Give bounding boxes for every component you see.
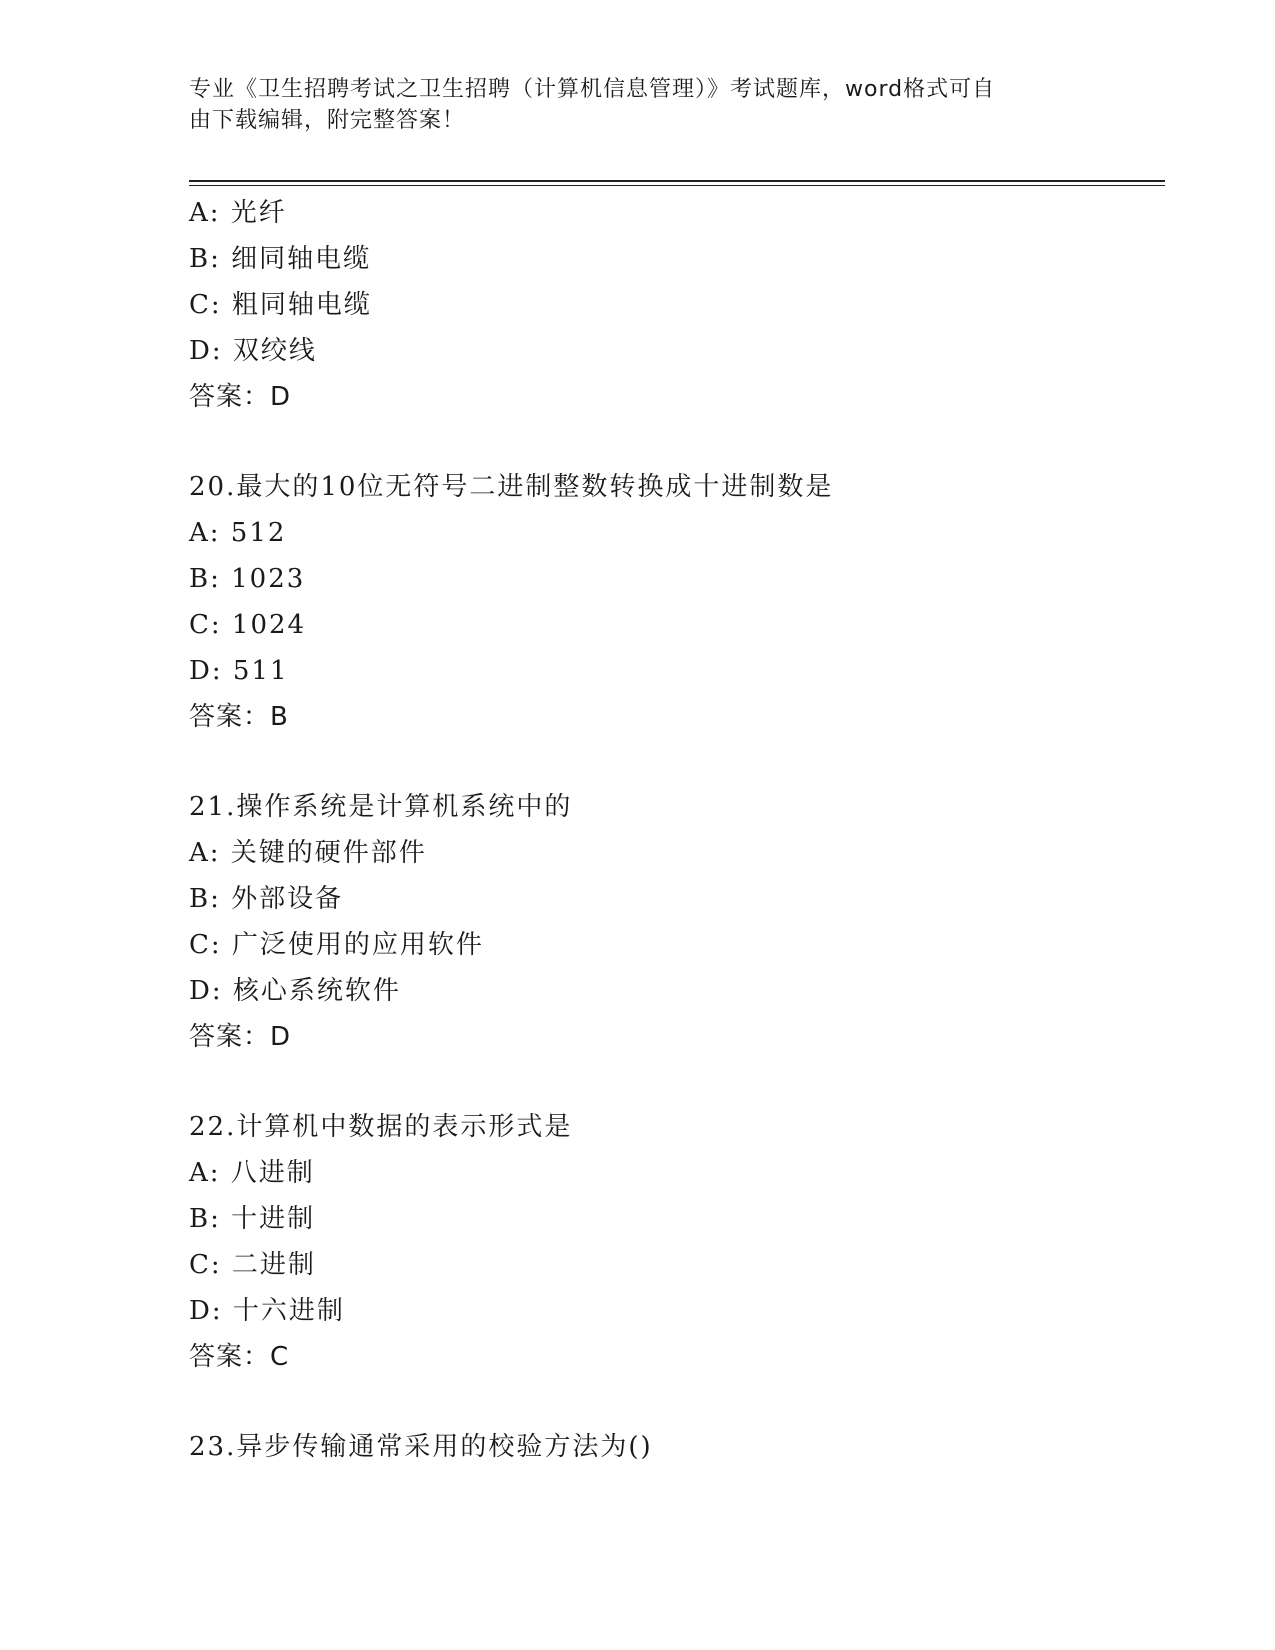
- question-stem: 21.操作系统是计算机系统中的: [189, 792, 573, 822]
- option-d: D: 十六进制: [189, 1296, 345, 1326]
- option-c: C: 粗同轴电缆: [189, 290, 372, 320]
- option-d: D: 双绞线: [189, 336, 317, 366]
- option-d: D: 核心系统软件: [189, 976, 401, 1006]
- question-stem: 22.计算机中数据的表示形式是: [189, 1112, 573, 1142]
- question-21: [189, 784, 1165, 1060]
- header-line-2: 由下载编辑，附完整答案！: [189, 108, 466, 133]
- header-line-1: 专业《卫生招聘考试之卫生招聘（计算机信息管理）》考试题库，word格式可自: [189, 77, 996, 102]
- header-rule-thin: [189, 185, 1165, 186]
- option-a: A: 关键的硬件部件: [189, 838, 427, 868]
- question-22: [189, 1104, 1165, 1380]
- option-c: C: 二进制: [189, 1250, 316, 1280]
- answer-line: 答案：B: [189, 702, 289, 732]
- option-c: C: 广泛使用的应用软件: [189, 930, 484, 960]
- option-a: A: 512: [189, 518, 287, 548]
- answer-line: 答案：D: [189, 382, 292, 412]
- option-b: B: 1023: [189, 564, 306, 594]
- document-header: [189, 74, 1089, 136]
- option-c: C: 1024: [189, 610, 307, 640]
- option-a: A: 八进制: [189, 1158, 315, 1188]
- option-b: B: 外部设备: [189, 884, 344, 914]
- option-b: B: 细同轴电缆: [189, 244, 372, 274]
- answer-line: 答案：D: [189, 1022, 292, 1052]
- header-rule-thick: [189, 180, 1165, 182]
- question-stem: 20.最大的10位无符号二进制整数转换成十进制数是: [189, 472, 834, 502]
- question-list: [189, 190, 1165, 1470]
- question-23: [189, 1424, 1165, 1470]
- question-stem: 23.异步传输通常采用的校验方法为(): [189, 1432, 653, 1462]
- question-19-options: [189, 190, 1165, 420]
- option-d: D: 511: [189, 656, 289, 686]
- option-b: B: 十进制: [189, 1204, 316, 1234]
- answer-line: 答案：C: [189, 1342, 290, 1372]
- option-a: A: 光纤: [189, 198, 287, 228]
- question-20: [189, 464, 1165, 740]
